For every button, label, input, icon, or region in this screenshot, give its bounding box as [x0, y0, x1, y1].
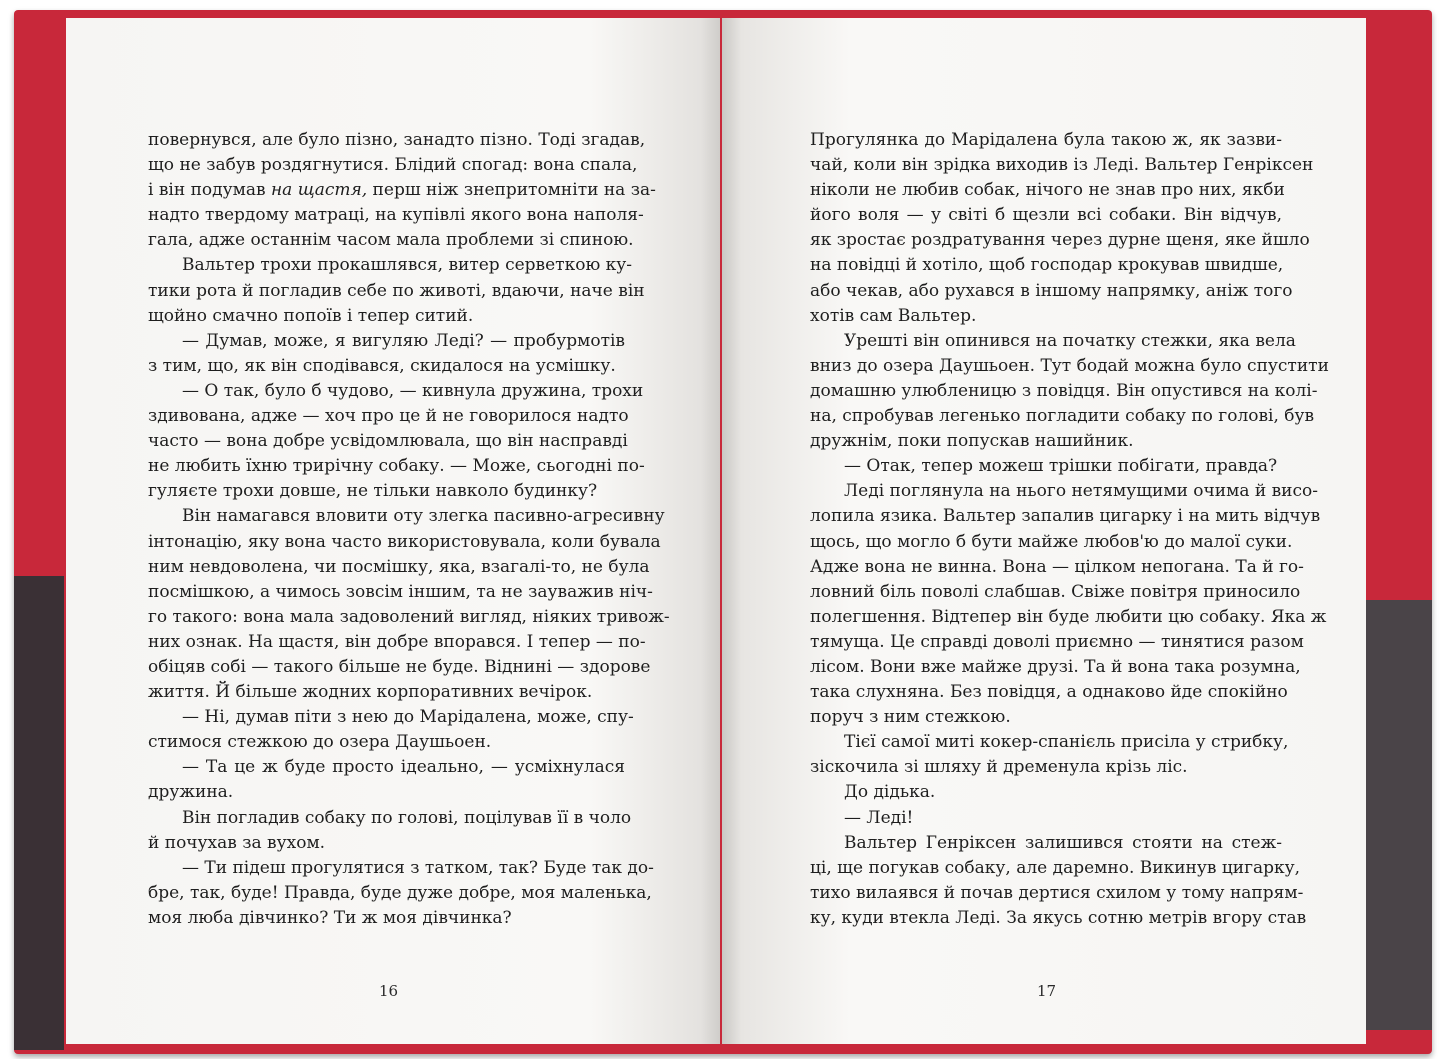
text-line: го такого: вона мала задоволений вигляд, ніяких тривож- — [148, 606, 670, 627]
text-line: стимося стежкою до озера Даушьоен. — [148, 732, 492, 753]
text-line: Адже вона не винна. Вона — цілком непогана. Та й го- — [810, 556, 1304, 577]
text-line: Тієї самої миті кокер-спанієль присіла у стрибку, — [844, 732, 1289, 753]
text-line: що не забув роздягнутися. Блідий спогад: вона спала, — [148, 155, 638, 176]
text-line: ці, ще погукав собаку, але даремно. Викинув цигарку, — [810, 857, 1301, 878]
text-line: — О так, було б чудово, — кивнула дружина, трохи — [182, 380, 644, 401]
right-page-number: 17 — [1037, 982, 1057, 1000]
text-line: здивована, адже — хоч про це й не говорилося надто — [148, 406, 629, 427]
text-line: Вальтер Генріксен залишився стояти на стеж- — [844, 832, 1282, 853]
text-line: гала, адже останнім часом мала проблеми зі спиною. — [148, 230, 634, 251]
text-line: полегшення. Відтепер він буде любити цю собаку. Яка ж — [810, 606, 1327, 627]
text-line: — Леді! — [844, 807, 914, 828]
text-line: й почухав за вухом. — [148, 832, 326, 853]
text-line: на, спробував легенько погладити собаку по голові, був — [810, 406, 1315, 427]
left-page — [66, 18, 720, 1044]
text-line: тихо вилаявся й почав дертися схилом у тому напрям- — [810, 882, 1304, 903]
text-line: Леді поглянула на нього нетямущими очима й висо- — [844, 481, 1318, 502]
text-line: і він подумав на щастя, перш ніж знепритомніти на за- — [148, 180, 656, 201]
text-line: інтонацію, яку вона часто використовувала, коли бувала — [148, 531, 661, 552]
text-line: ніколи не любив собак, нічого не знав про них, якби — [810, 180, 1285, 201]
text-line: — Ні, думав піти з нею до Марідалена, може, спу- — [182, 707, 634, 728]
text-line: — Думав, може, я вигуляю Леді? — пробурмотів — [182, 330, 625, 351]
left-page-number: 16 — [379, 982, 399, 1000]
cover-edge-left — [14, 576, 64, 1050]
text-line: зіскочила зі шляху й дременула крізь ліс. — [810, 757, 1188, 778]
text-line: вниз до озера Даушьоен. Тут бодай можна було спустити — [810, 355, 1329, 376]
text-line: щойно смачно попоїв і тепер ситий. — [148, 305, 474, 326]
text-line: моя люба дівчинко? Ти ж моя дівчинка? — [148, 907, 512, 928]
text-line: як зростає роздратування через дурне щеня, яке йшло — [810, 230, 1310, 251]
right-page — [722, 18, 1366, 1044]
text-line: гуляєте трохи довше, не тільки навколо будинку? — [148, 481, 598, 502]
text-line: або чекав, або рухався в іншому напрямку, аніж того — [810, 280, 1293, 301]
text-line: — Та це ж буде просто ідеально, — усміхнулася — [182, 757, 625, 778]
text-line: посмішкою, а чимось зовсім іншим, та не зауважив ніч- — [148, 581, 653, 602]
text-line: — Ти підеш прогулятися з татком, так? Буде так до- — [182, 857, 654, 878]
text-line: дружина. — [148, 782, 234, 803]
right-page-text — [810, 128, 1329, 931]
text-line: Урешті він опинився на початку стежки, яка вела — [844, 330, 1296, 351]
text-line: хотів сам Вальтер. — [810, 305, 977, 326]
italic-phrase: на щастя, — [270, 180, 368, 201]
text-line: Він намагався вловити оту злегка пасивно-агресивну — [182, 506, 665, 527]
text-line: бре, так, буде! Правда, буде дуже добре, моя маленька, — [148, 882, 652, 903]
text-line: домашню улюбленицю з повідця. Він опустився на колі- — [810, 380, 1318, 401]
text-line: обіцяв собі — такого більше не буде. Віднині — здорове — [148, 656, 651, 677]
text-line: поруч з ним стежкою. — [810, 707, 1011, 728]
text-line: тики рота й погладив себе по животі, вдаючи, наче він — [148, 280, 645, 301]
text-line: щось, що могло б бути майже любов'ю до малої суки. — [810, 531, 1293, 552]
left-page-text — [148, 128, 670, 931]
text-line: його воля — у світі б щезли всі собаки. Він відчув, — [810, 205, 1282, 226]
text-line: на повідці й хотіло, щоб господар крокував швидше, — [810, 255, 1284, 276]
text-line: тямуща. Це справді доволі приємно — тинятися разом — [810, 631, 1304, 652]
text-line: Прогулянка до Марідалена була такою ж, як зазви- — [810, 130, 1282, 150]
text-line: життя. Й більше жодних корпоративних вечірок. — [148, 682, 593, 703]
text-line: лопила язика. Вальтер запалив цигарку і на мить відчув — [810, 506, 1321, 527]
text-line: чай, коли він зрідка виходив із Леді. Вальтер Генріксен — [810, 155, 1314, 176]
text-line: повернувся, але було пізно, занадто пізно. Тоді згадав, — [148, 130, 646, 150]
text-line: надто твердому матраці, на купівлі якого вона наполя- — [148, 205, 644, 226]
cover-edge-right — [1366, 600, 1432, 1030]
text-line: ним невдоволена, чи посмішку, яка, взагалі-то, не була — [148, 556, 650, 577]
text-line: До дідька. — [844, 782, 936, 803]
text-line: з тим, що, як він сподівався, скидалося на усмішку. — [148, 355, 616, 376]
text-line: часто — вона добре усвідомлювала, що він насправді — [148, 431, 628, 452]
text-line: ловний біль поволі слабшав. Свіже повітря приносило — [810, 581, 1301, 602]
text-line: — Отак, тепер можеш трішки побігати, правда? — [844, 456, 1278, 477]
text-line: них ознак. На щастя, він добре впорався. І тепер — по- — [148, 631, 646, 652]
text-line: не любить їхню трирічну собаку. — Може, сьогодні по- — [148, 456, 645, 477]
text-line: Він погладив собаку по голові, поцілував її в чоло — [182, 807, 632, 828]
text-line: дружнім, поки попускав нашийник. — [810, 431, 1134, 452]
text-line: така слухняна. Без повідця, а однаково йде спокійно — [810, 682, 1288, 703]
text-line: ку, куди втекла Леді. За якусь сотню метрів вгору став — [810, 907, 1307, 928]
text-line: лісом. Вони вже майже друзі. Та й вона така розумна, — [810, 656, 1301, 677]
text-line: Вальтер трохи прокашлявся, витер серветкою ку- — [182, 255, 633, 276]
